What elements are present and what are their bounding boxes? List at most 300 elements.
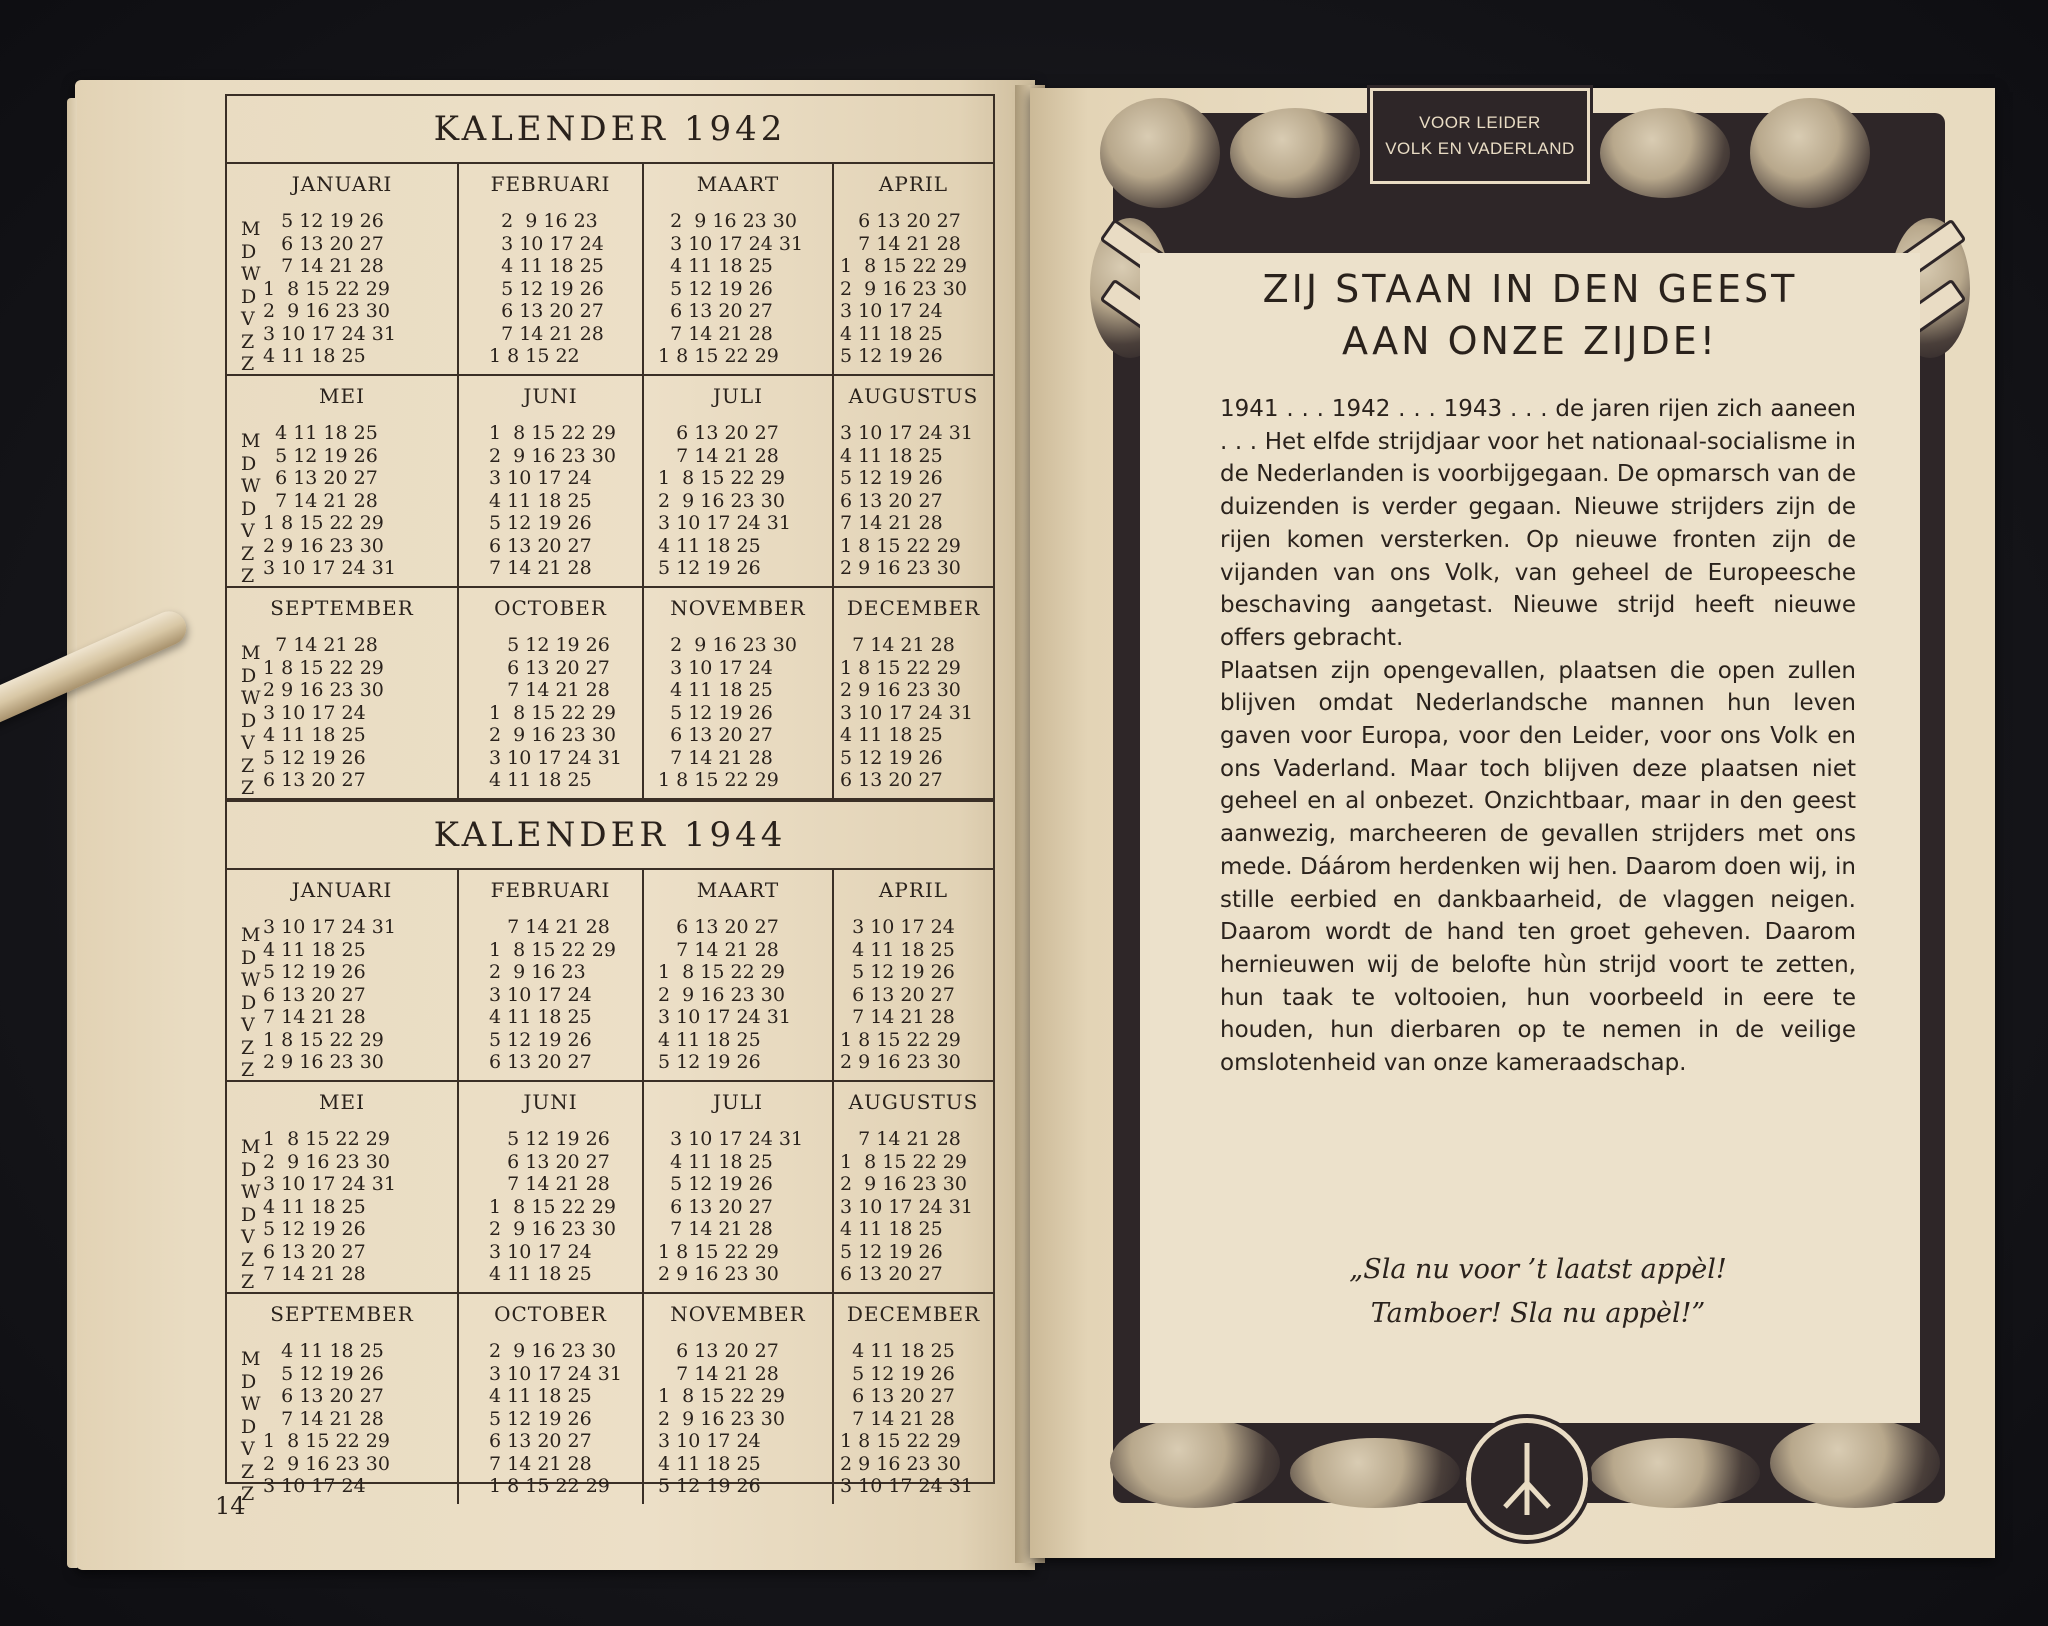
date-row: 4 11 18 25 bbox=[263, 938, 366, 961]
month-dates bbox=[840, 1340, 973, 1498]
month-block bbox=[832, 1294, 993, 1504]
weekday-label: M bbox=[241, 924, 261, 946]
date-row: 7 14 21 28 bbox=[658, 1218, 773, 1240]
date-row: 1 8 15 22 29 bbox=[658, 467, 785, 489]
quote-line: Tamboer! Sla nu appèl!” bbox=[1370, 1298, 1706, 1329]
date-row: 1 8 15 22 29 bbox=[263, 1028, 384, 1051]
calendar-box bbox=[225, 94, 995, 1505]
month-dates bbox=[840, 634, 973, 792]
date-row: 5 12 19 26 bbox=[658, 277, 773, 300]
oak-leaf-ornament bbox=[1600, 108, 1730, 198]
rune-emblem-icon bbox=[1466, 1418, 1588, 1540]
date-row: 3 10 17 24 31 bbox=[658, 1006, 791, 1028]
date-row: 1 8 15 22 29 bbox=[840, 534, 961, 557]
date-row: 5 12 19 26 bbox=[840, 1240, 943, 1263]
headline bbox=[1140, 263, 1920, 367]
date-row: 2 9 16 23 30 bbox=[840, 1173, 967, 1195]
body-text bbox=[1220, 393, 1856, 1080]
date-row: 4 11 18 25 bbox=[658, 1150, 773, 1173]
date-row: 3 10 17 24 bbox=[263, 701, 366, 724]
date-row: 3 10 17 24 bbox=[489, 232, 604, 255]
date-row: 5 12 19 26 bbox=[263, 746, 366, 769]
calendar-quarter bbox=[227, 870, 993, 1082]
weekday-label: Z bbox=[241, 330, 255, 353]
weekday-label: M bbox=[241, 1348, 261, 1370]
weekday-label: D bbox=[241, 240, 257, 263]
date-row: 3 10 17 24 bbox=[658, 1430, 761, 1452]
date-row: 4 11 18 25 bbox=[840, 322, 943, 345]
date-row: 4 11 18 25 bbox=[489, 1006, 592, 1028]
date-row: 7 14 21 28 bbox=[658, 322, 773, 345]
calendar-1944-grid bbox=[227, 870, 993, 1504]
date-row: 2 9 16 23 30 bbox=[658, 1407, 785, 1430]
date-row: 3 10 17 24 31 bbox=[489, 746, 622, 769]
month-name: JANUARI bbox=[291, 172, 393, 196]
month-block bbox=[642, 376, 832, 586]
month-block bbox=[832, 588, 993, 798]
weekday-label: W bbox=[241, 1393, 261, 1415]
date-row: 7 14 21 28 bbox=[263, 255, 384, 277]
weekday-label: Z bbox=[241, 565, 255, 587]
date-row: 2 9 16 23 30 bbox=[840, 1051, 961, 1073]
date-row: 1 8 15 22 29 bbox=[658, 345, 779, 367]
date-row: 5 12 19 26 bbox=[489, 1128, 610, 1150]
month-name: FEBRUARI bbox=[490, 878, 611, 902]
weekday-label: M bbox=[241, 218, 261, 240]
date-row: 3 10 17 24 31 bbox=[489, 1362, 622, 1385]
date-row: 6 13 20 27 bbox=[840, 983, 955, 1006]
month-block bbox=[457, 164, 642, 374]
weekday-column bbox=[241, 924, 261, 1082]
date-row: 5 12 19 26 bbox=[489, 277, 604, 300]
weekday-label: D bbox=[241, 664, 257, 687]
date-row: 7 14 21 28 bbox=[489, 1452, 592, 1475]
date-row: 2 9 16 23 30 bbox=[658, 210, 797, 232]
date-row: 6 13 20 27 bbox=[840, 210, 961, 232]
date-row: 6 13 20 27 bbox=[489, 1051, 592, 1073]
month-block bbox=[642, 588, 832, 798]
calendar-quarter bbox=[227, 1082, 993, 1294]
weekday-label: D bbox=[241, 497, 257, 520]
date-row: 4 11 18 25 bbox=[840, 724, 943, 746]
month-block bbox=[832, 1082, 993, 1292]
date-row: 2 9 16 23 30 bbox=[658, 489, 785, 512]
date-row: 4 11 18 25 bbox=[263, 1195, 366, 1218]
date-row: 1 8 15 22 29 bbox=[840, 1430, 961, 1452]
date-row: 1 8 15 22 29 bbox=[263, 656, 384, 679]
month-dates bbox=[489, 210, 604, 368]
date-row: 1 8 15 22 29 bbox=[840, 1150, 967, 1173]
date-row: 1 8 15 22 29 bbox=[840, 1028, 961, 1051]
date-row: 5 12 19 26 bbox=[263, 961, 366, 983]
date-row: 4 11 18 25 bbox=[263, 422, 378, 444]
date-row: 6 13 20 27 bbox=[658, 422, 779, 444]
date-row: 7 14 21 28 bbox=[658, 444, 779, 467]
date-row: 1 8 15 22 29 bbox=[489, 1475, 610, 1497]
date-row: 6 13 20 27 bbox=[489, 534, 592, 557]
month-name: NOVEMBER bbox=[670, 1302, 806, 1326]
month-block bbox=[832, 164, 993, 374]
month-dates bbox=[489, 1340, 622, 1498]
month-dates bbox=[840, 916, 961, 1074]
date-row: 6 13 20 27 bbox=[263, 1385, 384, 1407]
date-row: 6 13 20 27 bbox=[658, 1340, 779, 1362]
date-row: 5 12 19 26 bbox=[840, 961, 955, 983]
date-row: 1 8 15 22 29 bbox=[658, 961, 785, 983]
month-dates bbox=[489, 422, 616, 580]
date-row: 5 12 19 26 bbox=[840, 1362, 955, 1385]
date-row: 1 8 15 22 29 bbox=[489, 1195, 616, 1218]
month-dates bbox=[840, 210, 967, 368]
weekday-label: D bbox=[241, 285, 257, 308]
date-row: 1 8 15 22 29 bbox=[840, 656, 961, 679]
date-row: 1 8 15 22 29 bbox=[489, 701, 616, 724]
month-dates bbox=[658, 1128, 803, 1286]
weekday-label: D bbox=[241, 1158, 257, 1181]
oak-leaf-ornament bbox=[1770, 1418, 1940, 1508]
month-block bbox=[832, 870, 993, 1080]
date-row: 1 8 15 22 29 bbox=[263, 1128, 390, 1150]
month-name: JULI bbox=[712, 384, 764, 408]
weekday-label: Z bbox=[241, 754, 255, 777]
date-row: 3 10 17 24 bbox=[489, 467, 592, 489]
month-name: JUNI bbox=[523, 384, 578, 408]
date-row: 3 10 17 24 31 bbox=[840, 422, 973, 444]
left-page bbox=[75, 80, 1035, 1570]
weekday-label: V bbox=[241, 1438, 255, 1460]
weekday-label: D bbox=[241, 709, 257, 732]
weekday-label: M bbox=[241, 430, 261, 452]
weekday-column bbox=[241, 1348, 261, 1506]
weekday-label: D bbox=[241, 1415, 257, 1438]
date-row: 7 14 21 28 bbox=[489, 322, 604, 345]
date-row: 4 11 18 25 bbox=[840, 1218, 943, 1240]
date-row: 4 11 18 25 bbox=[263, 724, 366, 746]
weekday-label: D bbox=[241, 1370, 257, 1393]
date-row: 3 10 17 24 bbox=[263, 1475, 366, 1497]
date-row: 3 10 17 24 bbox=[840, 916, 955, 938]
date-row: 7 14 21 28 bbox=[263, 489, 378, 512]
date-row: 5 12 19 26 bbox=[263, 444, 378, 467]
date-row: 4 11 18 25 bbox=[658, 1028, 761, 1051]
date-row: 3 10 17 24 bbox=[840, 300, 943, 322]
date-row: 2 9 16 23 30 bbox=[658, 983, 785, 1006]
date-row: 2 9 16 23 30 bbox=[840, 1452, 961, 1475]
month-dates bbox=[489, 634, 622, 792]
date-row: 2 9 16 23 30 bbox=[489, 444, 616, 467]
month-dates bbox=[263, 210, 396, 368]
month-block bbox=[457, 376, 642, 586]
date-row: 2 9 16 23 30 bbox=[840, 557, 961, 579]
date-row: 6 13 20 27 bbox=[263, 769, 366, 791]
date-row: 5 12 19 26 bbox=[489, 634, 610, 656]
weekday-label: W bbox=[241, 263, 261, 285]
date-row: 3 10 17 24 31 bbox=[840, 701, 973, 724]
date-row: 7 14 21 28 bbox=[489, 557, 592, 579]
weekday-label: V bbox=[241, 1226, 255, 1248]
month-dates bbox=[658, 210, 803, 368]
quote-line: „Sla nu voor ’t laatst appèl! bbox=[1349, 1254, 1727, 1285]
date-row: 5 12 19 26 bbox=[263, 210, 384, 232]
date-row: 2 9 16 23 30 bbox=[263, 679, 384, 701]
date-row: 6 13 20 27 bbox=[489, 300, 604, 322]
date-row: 1 8 15 22 29 bbox=[658, 1385, 785, 1407]
banner-line: VOOR LEIDER bbox=[1419, 113, 1541, 132]
month-name: SEPTEMBER bbox=[270, 596, 414, 620]
date-row: 6 13 20 27 bbox=[658, 300, 773, 322]
date-row: 2 9 16 23 bbox=[489, 210, 598, 232]
month-dates bbox=[263, 1128, 396, 1286]
month-dates bbox=[658, 422, 791, 580]
date-row: 7 14 21 28 bbox=[658, 746, 773, 769]
date-row: 2 9 16 23 30 bbox=[489, 724, 616, 746]
date-row: 4 11 18 25 bbox=[489, 255, 604, 277]
month-name: DECEMBER bbox=[846, 1302, 981, 1326]
date-row: 3 10 17 24 31 bbox=[263, 322, 396, 345]
date-row: 6 13 20 27 bbox=[263, 1240, 366, 1263]
date-row: 6 13 20 27 bbox=[263, 467, 378, 489]
date-row: 4 11 18 25 bbox=[263, 1340, 384, 1362]
date-row: 5 12 19 26 bbox=[658, 1051, 761, 1073]
page-number: 14 bbox=[215, 1492, 246, 1520]
right-page bbox=[1030, 88, 1995, 1558]
month-name: JANUARI bbox=[291, 878, 393, 902]
date-row: 6 13 20 27 bbox=[840, 1263, 943, 1285]
month-block bbox=[642, 870, 832, 1080]
date-row: 4 11 18 25 bbox=[658, 1452, 761, 1475]
date-row: 2 9 16 23 30 bbox=[840, 277, 967, 300]
month-dates bbox=[840, 1128, 973, 1286]
date-row: 5 12 19 26 bbox=[840, 746, 943, 769]
month-name: NOVEMBER bbox=[670, 596, 806, 620]
weekday-label: D bbox=[241, 946, 257, 969]
month-dates bbox=[658, 916, 791, 1074]
weekday-label: Z bbox=[241, 1059, 255, 1081]
month-block bbox=[227, 588, 457, 798]
weekday-label: M bbox=[241, 642, 261, 664]
month-dates bbox=[263, 634, 384, 792]
weekday-label: M bbox=[241, 1136, 261, 1158]
date-row: 7 14 21 28 bbox=[263, 1407, 384, 1430]
weekday-label: V bbox=[241, 732, 255, 754]
weekday-label: V bbox=[241, 520, 255, 542]
month-dates bbox=[263, 422, 396, 580]
date-row: 3 10 17 24 31 bbox=[263, 557, 396, 579]
date-row: 6 13 20 27 bbox=[840, 1385, 955, 1407]
date-row: 5 12 19 26 bbox=[658, 1475, 761, 1497]
date-row: 6 13 20 27 bbox=[658, 916, 779, 938]
date-row: 4 11 18 25 bbox=[840, 938, 955, 961]
date-row: 2 9 16 23 30 bbox=[263, 534, 384, 557]
date-row: 5 12 19 26 bbox=[263, 1362, 384, 1385]
date-row: 1 8 15 22 29 bbox=[263, 1430, 390, 1452]
date-row: 7 14 21 28 bbox=[658, 1362, 779, 1385]
date-row: 2 9 16 23 30 bbox=[263, 1051, 384, 1073]
paragraph: 1941 . . . 1942 . . . 1943 . . . de jaren rijen zich aaneen . . . Het elfde strijdjaar voor het nationaal-socialisme in de Nederlanden is voorbijgegaan. De opmarsch van de duizenden is verder gegaan. Nieuwe strijders zijn de rijen komen versterken. Op nieuwe fronten zijn de vijanden van ons Volk, van geheel de Europeesche beschaving aangetast. Nieuwe strijd heeft nieuwe offers gebracht. bbox=[1220, 396, 1856, 651]
date-row: 4 11 18 25 bbox=[840, 1340, 955, 1362]
month-dates bbox=[489, 1128, 616, 1286]
date-row: 4 11 18 25 bbox=[489, 1385, 592, 1407]
date-row: 5 12 19 26 bbox=[840, 345, 943, 367]
banner-line: VOLK EN VADERLAND bbox=[1385, 139, 1575, 158]
month-name: MEI bbox=[319, 384, 365, 408]
month-name: MAART bbox=[696, 878, 780, 902]
date-row: 6 13 20 27 bbox=[263, 983, 366, 1006]
weekday-label: Z bbox=[241, 1483, 255, 1505]
oak-leaf-ornament bbox=[1110, 1418, 1280, 1508]
month-dates bbox=[263, 916, 396, 1074]
date-row: 6 13 20 27 bbox=[263, 232, 384, 255]
date-row: 3 10 17 24 31 bbox=[658, 232, 804, 255]
date-row: 1 8 15 22 29 bbox=[840, 255, 967, 277]
date-row: 7 14 21 28 bbox=[840, 1128, 961, 1150]
date-row: 5 12 19 26 bbox=[489, 1407, 592, 1430]
paragraph: Plaatsen zijn opengevallen, plaatsen die open zullen blijven omdat Nederlandsche mannen hun leven gaven voor Europa, voor den Leider, voor ons Volk en ons Vaderland. Maar toch blijven deze plaatsen niet geheel en al onbezet. Onzichtbaar, maar in den geest aanwezig, marcheeren de gevallen strijders met ons mede. Dáárom herdenken wij hen. Daarom doen wij, in stille eerbied en dankbaarheid, de vlaggen neigen. Daarom wordt de hand ten groet geheven. Daarom hernieuwen wij de belofte hùn strijd voort te zetten, hun taak te voltooien, hun voorbeeld in eere te houden, hun dierbaren op te nemen in de veilige omslotenheid van onze kameraadschap. bbox=[1220, 657, 1856, 1077]
oak-leaf-ornament bbox=[1290, 1438, 1460, 1508]
month-dates bbox=[658, 634, 797, 792]
date-row: 4 11 18 25 bbox=[489, 489, 592, 512]
date-row: 2 9 16 23 30 bbox=[489, 1340, 616, 1362]
date-row: 1 8 15 22 29 bbox=[489, 422, 616, 444]
weekday-label: W bbox=[241, 687, 261, 709]
date-row: 7 14 21 28 bbox=[489, 679, 610, 701]
date-row: 5 12 19 26 bbox=[489, 512, 592, 534]
month-block bbox=[227, 1294, 457, 1504]
month-name: APRIL bbox=[878, 172, 949, 196]
date-row: 6 13 20 27 bbox=[489, 1150, 610, 1173]
month-dates bbox=[840, 422, 973, 580]
date-row: 4 11 18 25 bbox=[489, 769, 592, 791]
month-block bbox=[227, 870, 457, 1080]
month-block bbox=[457, 1294, 642, 1504]
date-row: 1 8 15 22 29 bbox=[658, 769, 779, 791]
month-name: MAART bbox=[696, 172, 780, 196]
weekday-column bbox=[241, 642, 261, 800]
month-name: MEI bbox=[319, 1090, 365, 1114]
date-row: 3 10 17 24 31 bbox=[263, 1173, 396, 1195]
month-block bbox=[227, 1082, 457, 1292]
date-row: 2 9 16 23 30 bbox=[658, 634, 797, 656]
month-block bbox=[642, 1082, 832, 1292]
weekday-label: V bbox=[241, 308, 255, 330]
date-row: 7 14 21 28 bbox=[840, 1006, 955, 1028]
oak-leaf-ornament bbox=[1750, 98, 1870, 208]
date-row: 5 12 19 26 bbox=[840, 467, 943, 489]
oak-leaf-ornament bbox=[1590, 1438, 1760, 1508]
weekday-label: Z bbox=[241, 1036, 255, 1059]
date-row: 5 12 19 26 bbox=[263, 1218, 366, 1240]
weekday-label: Z bbox=[241, 1248, 255, 1271]
month-block bbox=[457, 588, 642, 798]
calendar-1944-title: KALENDER 1944 bbox=[227, 800, 993, 870]
date-row: 4 11 18 25 bbox=[263, 345, 366, 367]
date-row: 4 11 18 25 bbox=[658, 679, 773, 701]
date-row: 6 13 20 27 bbox=[840, 489, 943, 512]
month-block bbox=[457, 1082, 642, 1292]
month-name: AUGUSTUS bbox=[848, 384, 979, 408]
date-row: 4 11 18 25 bbox=[489, 1263, 592, 1285]
date-row: 2 9 16 23 30 bbox=[658, 1263, 779, 1285]
month-name: DECEMBER bbox=[846, 596, 981, 620]
weekday-label: Z bbox=[241, 1460, 255, 1483]
weekday-label: W bbox=[241, 1181, 261, 1203]
top-banner bbox=[1370, 88, 1590, 184]
month-block bbox=[642, 1294, 832, 1504]
date-row: 7 14 21 28 bbox=[263, 1263, 366, 1285]
date-row: 1 8 15 22 29 bbox=[263, 512, 384, 534]
month-name: FEBRUARI bbox=[490, 172, 611, 196]
date-row: 6 13 20 27 bbox=[489, 656, 610, 679]
month-name: OCTOBER bbox=[494, 596, 607, 620]
calendar-quarter bbox=[227, 376, 993, 588]
month-name: APRIL bbox=[878, 878, 949, 902]
weekday-label: Z bbox=[241, 1271, 255, 1293]
headline-line: AAN ONZE ZIJDE! bbox=[1342, 319, 1718, 363]
calendar-quarter bbox=[227, 164, 993, 376]
date-row: 5 12 19 26 bbox=[658, 557, 761, 579]
month-block bbox=[642, 164, 832, 374]
date-row: 7 14 21 28 bbox=[840, 512, 943, 534]
date-row: 3 10 17 24 bbox=[489, 1240, 592, 1263]
date-row: 4 11 18 25 bbox=[658, 255, 773, 277]
date-row: 3 10 17 24 31 bbox=[658, 1128, 804, 1150]
month-name: AUGUSTUS bbox=[848, 1090, 979, 1114]
date-row: 5 12 19 26 bbox=[658, 1173, 773, 1195]
date-row: 7 14 21 28 bbox=[840, 232, 961, 255]
date-row: 3 10 17 24 bbox=[489, 983, 592, 1006]
date-row: 7 14 21 28 bbox=[840, 1407, 955, 1430]
month-name: JUNI bbox=[523, 1090, 578, 1114]
weekday-label: D bbox=[241, 1203, 257, 1226]
weekday-column bbox=[241, 430, 261, 588]
calendar-1942-title: KALENDER 1942 bbox=[227, 96, 993, 164]
date-row: 6 13 20 27 bbox=[840, 769, 943, 791]
date-row: 2 9 16 23 30 bbox=[263, 1150, 390, 1173]
headline-line: ZIJ STAAN IN DEN GEEST bbox=[1262, 267, 1798, 311]
oak-leaf-ornament bbox=[1230, 108, 1360, 198]
date-row: 6 13 20 27 bbox=[658, 1195, 773, 1218]
calendar-quarter bbox=[227, 1294, 993, 1504]
date-row: 6 13 20 27 bbox=[658, 724, 773, 746]
weekday-column bbox=[241, 1136, 261, 1294]
date-row: 3 10 17 24 31 bbox=[840, 1475, 973, 1497]
date-row: 7 14 21 28 bbox=[489, 916, 610, 938]
weekday-label: W bbox=[241, 969, 261, 991]
date-row: 1 8 15 22 29 bbox=[658, 1240, 779, 1263]
month-dates bbox=[489, 916, 616, 1074]
month-block bbox=[832, 376, 993, 586]
date-row: 2 9 16 23 bbox=[489, 961, 586, 983]
weekday-label: D bbox=[241, 452, 257, 475]
date-row: 4 11 18 25 bbox=[658, 534, 761, 557]
date-row: 1 8 15 22 bbox=[489, 345, 580, 367]
month-block bbox=[227, 376, 457, 586]
month-name: OCTOBER bbox=[494, 1302, 607, 1326]
calendar-1942-grid bbox=[227, 164, 993, 800]
month-name: JULI bbox=[712, 1090, 764, 1114]
month-dates bbox=[263, 1340, 390, 1498]
weekday-column bbox=[241, 218, 261, 376]
date-row: 2 9 16 23 30 bbox=[489, 1218, 616, 1240]
month-dates bbox=[658, 1340, 785, 1498]
date-row: 7 14 21 28 bbox=[489, 1173, 610, 1195]
weekday-label: Z bbox=[241, 542, 255, 565]
weekday-label: Z bbox=[241, 353, 255, 375]
date-row: 7 14 21 28 bbox=[658, 938, 779, 961]
date-row: 2 9 16 23 30 bbox=[263, 300, 390, 322]
date-row: 1 8 15 22 29 bbox=[263, 277, 390, 300]
date-row: 4 11 18 25 bbox=[840, 444, 943, 467]
